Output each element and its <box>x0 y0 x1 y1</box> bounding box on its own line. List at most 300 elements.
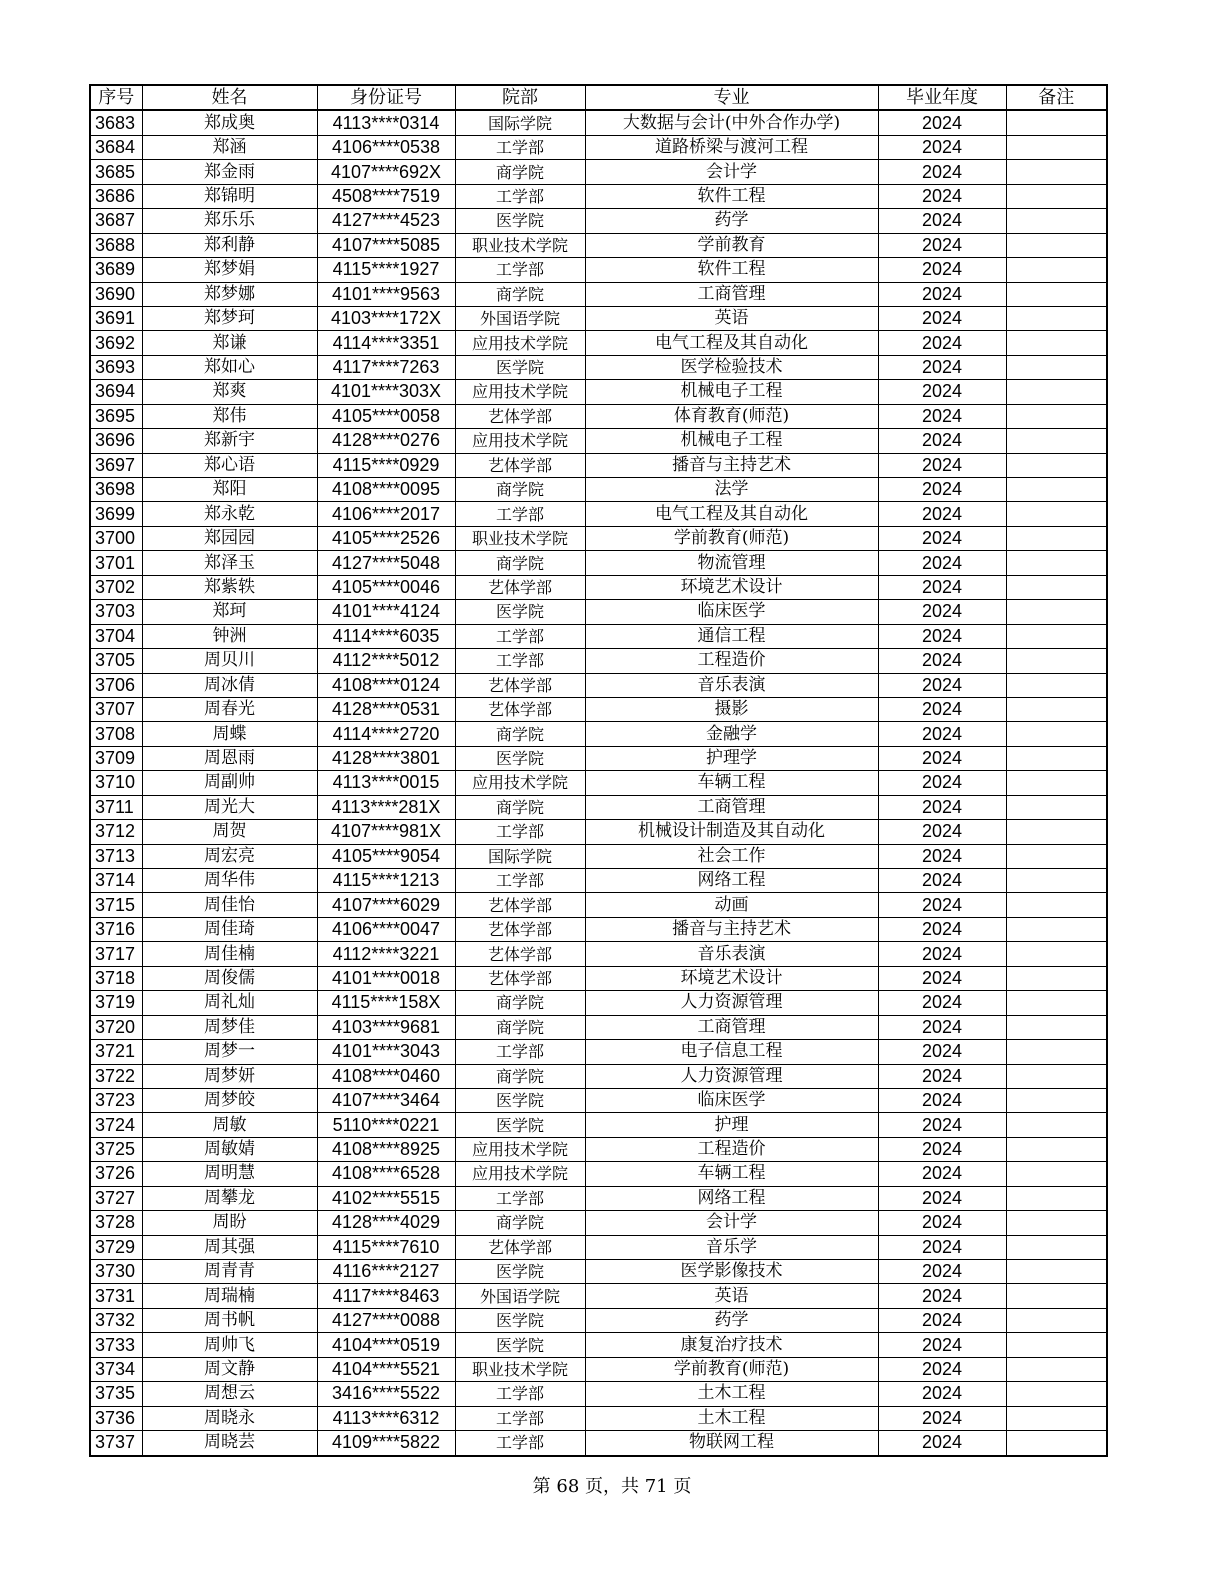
cell-seq: 3716 <box>90 917 142 941</box>
cell-seq: 3690 <box>90 282 142 306</box>
cell-id-number: 4127****0088 <box>317 1308 455 1332</box>
cell-grad-year: 2024 <box>878 429 1006 453</box>
cell-name: 周梦佳 <box>142 1015 317 1039</box>
cell-department: 工学部 <box>455 258 585 282</box>
cell-remarks <box>1006 600 1107 624</box>
cell-department: 应用技术学院 <box>455 1162 585 1186</box>
table-row <box>90 893 1107 917</box>
cell-name: 周敏 <box>142 1113 317 1137</box>
cell-major: 音乐表演 <box>585 942 878 966</box>
cell-remarks <box>1006 1137 1107 1161</box>
cell-department: 工学部 <box>455 820 585 844</box>
cell-remarks <box>1006 844 1107 868</box>
cell-id-number: 3416****5522 <box>317 1382 455 1406</box>
table-row <box>90 135 1107 159</box>
table-body <box>90 110 1107 1455</box>
table-row <box>90 869 1107 893</box>
cell-seq: 3693 <box>90 355 142 379</box>
cell-remarks <box>1006 184 1107 208</box>
cell-major: 环境艺术设计 <box>585 966 878 990</box>
table-row <box>90 1431 1107 1456</box>
cell-name: 郑乐乐 <box>142 209 317 233</box>
cell-grad-year: 2024 <box>878 1113 1006 1137</box>
cell-remarks <box>1006 1284 1107 1308</box>
cell-name: 周帅飞 <box>142 1333 317 1357</box>
cell-id-number: 4106****2017 <box>317 502 455 526</box>
cell-seq: 3737 <box>90 1431 142 1456</box>
cell-seq: 3715 <box>90 893 142 917</box>
table-row <box>90 1113 1107 1137</box>
cell-remarks <box>1006 991 1107 1015</box>
cell-major: 车辆工程 <box>585 1162 878 1186</box>
table-row <box>90 1260 1107 1284</box>
cell-grad-year: 2024 <box>878 526 1006 550</box>
cell-major: 网络工程 <box>585 1186 878 1210</box>
cell-id-number: 4128****4029 <box>317 1211 455 1235</box>
cell-department: 工学部 <box>455 184 585 208</box>
cell-remarks <box>1006 575 1107 599</box>
header-name: 姓名 <box>142 85 317 110</box>
cell-id-number: 4113****6312 <box>317 1406 455 1430</box>
cell-department: 工学部 <box>455 1186 585 1210</box>
cell-id-number: 4113****0015 <box>317 771 455 795</box>
cell-remarks <box>1006 697 1107 721</box>
cell-grad-year: 2024 <box>878 502 1006 526</box>
cell-major: 播音与主持艺术 <box>585 917 878 941</box>
cell-department: 艺体学部 <box>455 942 585 966</box>
cell-major: 动画 <box>585 893 878 917</box>
cell-name: 周礼灿 <box>142 991 317 1015</box>
cell-name: 周华伟 <box>142 869 317 893</box>
cell-remarks <box>1006 502 1107 526</box>
cell-department: 艺体学部 <box>455 673 585 697</box>
cell-seq: 3701 <box>90 551 142 575</box>
cell-department: 商学院 <box>455 551 585 575</box>
table-row <box>90 1211 1107 1235</box>
cell-major: 电气工程及其自动化 <box>585 331 878 355</box>
cell-id-number: 4107****5085 <box>317 233 455 257</box>
cell-seq: 3691 <box>90 306 142 330</box>
table-row <box>90 404 1107 428</box>
cell-grad-year: 2024 <box>878 1333 1006 1357</box>
cell-grad-year: 2024 <box>878 1235 1006 1259</box>
cell-seq: 3695 <box>90 404 142 428</box>
cell-major: 通信工程 <box>585 624 878 648</box>
cell-name: 周攀龙 <box>142 1186 317 1210</box>
cell-department: 应用技术学院 <box>455 1137 585 1161</box>
cell-name: 周其强 <box>142 1235 317 1259</box>
cell-department: 外国语学院 <box>455 1284 585 1308</box>
cell-major: 临床医学 <box>585 1088 878 1112</box>
cell-major: 护理学 <box>585 746 878 770</box>
cell-department: 医学院 <box>455 746 585 770</box>
cell-remarks <box>1006 893 1107 917</box>
cell-grad-year: 2024 <box>878 893 1006 917</box>
cell-grad-year: 2024 <box>878 551 1006 575</box>
cell-department: 商学院 <box>455 282 585 306</box>
cell-department: 工学部 <box>455 1431 585 1456</box>
cell-major: 车辆工程 <box>585 771 878 795</box>
cell-id-number: 4101****4124 <box>317 600 455 624</box>
cell-major: 学前教育 <box>585 233 878 257</box>
cell-remarks <box>1006 1186 1107 1210</box>
cell-seq: 3713 <box>90 844 142 868</box>
cell-department: 商学院 <box>455 722 585 746</box>
cell-major: 电气工程及其自动化 <box>585 502 878 526</box>
cell-department: 商学院 <box>455 795 585 819</box>
cell-major: 摄影 <box>585 697 878 721</box>
cell-seq: 3711 <box>90 795 142 819</box>
header-id-number: 身份证号 <box>317 85 455 110</box>
cell-major: 土木工程 <box>585 1382 878 1406</box>
cell-remarks <box>1006 355 1107 379</box>
cell-name: 郑涵 <box>142 135 317 159</box>
cell-grad-year: 2024 <box>878 1064 1006 1088</box>
table-row <box>90 1040 1107 1064</box>
cell-name: 周恩雨 <box>142 746 317 770</box>
cell-remarks <box>1006 673 1107 697</box>
cell-id-number: 4114****6035 <box>317 624 455 648</box>
cell-id-number: 4115****158X <box>317 991 455 1015</box>
cell-id-number: 4115****7610 <box>317 1235 455 1259</box>
cell-grad-year: 2024 <box>878 746 1006 770</box>
cell-department: 应用技术学院 <box>455 331 585 355</box>
cell-remarks <box>1006 110 1107 135</box>
table-header-row <box>90 85 1107 110</box>
cell-seq: 3736 <box>90 1406 142 1430</box>
cell-id-number: 4113****0314 <box>317 110 455 135</box>
cell-remarks <box>1006 722 1107 746</box>
cell-seq: 3730 <box>90 1260 142 1284</box>
cell-id-number: 4107****3464 <box>317 1088 455 1112</box>
cell-id-number: 4106****0047 <box>317 917 455 941</box>
cell-remarks <box>1006 429 1107 453</box>
cell-name: 郑阳 <box>142 478 317 502</box>
cell-department: 工学部 <box>455 502 585 526</box>
cell-id-number: 4114****2720 <box>317 722 455 746</box>
cell-seq: 3708 <box>90 722 142 746</box>
cell-grad-year: 2024 <box>878 1040 1006 1064</box>
cell-id-number: 4105****2526 <box>317 526 455 550</box>
cell-grad-year: 2024 <box>878 1406 1006 1430</box>
cell-id-number: 4113****281X <box>317 795 455 819</box>
cell-name: 郑谦 <box>142 331 317 355</box>
cell-name: 周贺 <box>142 820 317 844</box>
cell-grad-year: 2024 <box>878 844 1006 868</box>
cell-grad-year: 2024 <box>878 575 1006 599</box>
table-row <box>90 1382 1107 1406</box>
cell-id-number: 4102****5515 <box>317 1186 455 1210</box>
cell-grad-year: 2024 <box>878 258 1006 282</box>
cell-major: 环境艺术设计 <box>585 575 878 599</box>
table-row <box>90 429 1107 453</box>
cell-major: 播音与主持艺术 <box>585 453 878 477</box>
cell-name: 周晓芸 <box>142 1431 317 1456</box>
cell-department: 医学院 <box>455 1113 585 1137</box>
cell-id-number: 4108****0095 <box>317 478 455 502</box>
cell-major: 护理 <box>585 1113 878 1137</box>
cell-department: 工学部 <box>455 1382 585 1406</box>
table-row <box>90 1333 1107 1357</box>
cell-id-number: 4112****3221 <box>317 942 455 966</box>
cell-grad-year: 2024 <box>878 1137 1006 1161</box>
cell-name: 郑爽 <box>142 380 317 404</box>
cell-department: 艺体学部 <box>455 697 585 721</box>
cell-department: 应用技术学院 <box>455 429 585 453</box>
cell-remarks <box>1006 331 1107 355</box>
table-row <box>90 942 1107 966</box>
cell-grad-year: 2024 <box>878 1284 1006 1308</box>
cell-department: 艺体学部 <box>455 966 585 990</box>
cell-department: 工学部 <box>455 1406 585 1430</box>
cell-grad-year: 2024 <box>878 453 1006 477</box>
table-row <box>90 991 1107 1015</box>
cell-remarks <box>1006 1113 1107 1137</box>
cell-seq: 3687 <box>90 209 142 233</box>
cell-remarks <box>1006 1260 1107 1284</box>
cell-major: 体育教育(师范) <box>585 404 878 428</box>
cell-remarks <box>1006 478 1107 502</box>
cell-id-number: 4101****0018 <box>317 966 455 990</box>
cell-department: 应用技术学院 <box>455 771 585 795</box>
cell-id-number: 4107****6029 <box>317 893 455 917</box>
cell-remarks <box>1006 1382 1107 1406</box>
cell-seq: 3704 <box>90 624 142 648</box>
cell-major: 康复治疗技术 <box>585 1333 878 1357</box>
cell-name: 周俊儒 <box>142 966 317 990</box>
cell-grad-year: 2024 <box>878 209 1006 233</box>
cell-id-number: 4508****7519 <box>317 184 455 208</box>
cell-id-number: 4105****0046 <box>317 575 455 599</box>
cell-seq: 3735 <box>90 1382 142 1406</box>
cell-grad-year: 2024 <box>878 624 1006 648</box>
table-row <box>90 722 1107 746</box>
table-row <box>90 331 1107 355</box>
cell-major: 会计学 <box>585 160 878 184</box>
cell-id-number: 5110****0221 <box>317 1113 455 1137</box>
cell-id-number: 4115****0929 <box>317 453 455 477</box>
cell-grad-year: 2024 <box>878 1357 1006 1381</box>
graduate-roster-table <box>89 84 1108 1457</box>
cell-department: 工学部 <box>455 135 585 159</box>
table-row <box>90 1406 1107 1430</box>
table-row <box>90 697 1107 721</box>
cell-remarks <box>1006 1064 1107 1088</box>
cell-department: 商学院 <box>455 160 585 184</box>
cell-name: 周想云 <box>142 1382 317 1406</box>
cell-major: 音乐表演 <box>585 673 878 697</box>
cell-seq: 3724 <box>90 1113 142 1137</box>
cell-name: 周副帅 <box>142 771 317 795</box>
cell-department: 医学院 <box>455 209 585 233</box>
cell-seq: 3703 <box>90 600 142 624</box>
cell-major: 物联网工程 <box>585 1431 878 1456</box>
cell-seq: 3720 <box>90 1015 142 1039</box>
cell-seq: 3721 <box>90 1040 142 1064</box>
cell-department: 医学院 <box>455 1260 585 1284</box>
cell-id-number: 4103****9681 <box>317 1015 455 1039</box>
table-row <box>90 526 1107 550</box>
table-row <box>90 258 1107 282</box>
cell-major: 工商管理 <box>585 1015 878 1039</box>
cell-name: 周春光 <box>142 697 317 721</box>
cell-major: 人力资源管理 <box>585 1064 878 1088</box>
cell-name: 钟洲 <box>142 624 317 648</box>
cell-major: 道路桥梁与渡河工程 <box>585 135 878 159</box>
cell-department: 商学院 <box>455 1211 585 1235</box>
cell-name: 郑珂 <box>142 600 317 624</box>
cell-id-number: 4106****0538 <box>317 135 455 159</box>
cell-grad-year: 2024 <box>878 1162 1006 1186</box>
table-row <box>90 1308 1107 1332</box>
cell-id-number: 4101****3043 <box>317 1040 455 1064</box>
cell-major: 工商管理 <box>585 282 878 306</box>
cell-name: 周敏婧 <box>142 1137 317 1161</box>
cell-grad-year: 2024 <box>878 771 1006 795</box>
cell-remarks <box>1006 1162 1107 1186</box>
cell-major: 人力资源管理 <box>585 991 878 1015</box>
cell-seq: 3702 <box>90 575 142 599</box>
cell-grad-year: 2024 <box>878 697 1006 721</box>
table-row <box>90 1088 1107 1112</box>
header-department: 院部 <box>455 85 585 110</box>
cell-remarks <box>1006 1015 1107 1039</box>
cell-remarks <box>1006 966 1107 990</box>
cell-major: 临床医学 <box>585 600 878 624</box>
cell-name: 郑成奥 <box>142 110 317 135</box>
cell-remarks <box>1006 1333 1107 1357</box>
cell-name: 周明慧 <box>142 1162 317 1186</box>
cell-grad-year: 2024 <box>878 966 1006 990</box>
cell-remarks <box>1006 942 1107 966</box>
cell-department: 艺体学部 <box>455 893 585 917</box>
cell-department: 商学院 <box>455 1015 585 1039</box>
cell-remarks <box>1006 771 1107 795</box>
cell-remarks <box>1006 649 1107 673</box>
cell-id-number: 4127****5048 <box>317 551 455 575</box>
cell-id-number: 4109****5822 <box>317 1431 455 1456</box>
cell-remarks <box>1006 404 1107 428</box>
cell-name: 周瑞楠 <box>142 1284 317 1308</box>
cell-remarks <box>1006 795 1107 819</box>
cell-seq: 3694 <box>90 380 142 404</box>
cell-major: 英语 <box>585 1284 878 1308</box>
cell-grad-year: 2024 <box>878 942 1006 966</box>
cell-department: 职业技术学院 <box>455 526 585 550</box>
cell-seq: 3726 <box>90 1162 142 1186</box>
table-row <box>90 233 1107 257</box>
table-row <box>90 209 1107 233</box>
table-row <box>90 282 1107 306</box>
table-row <box>90 184 1107 208</box>
table-row <box>90 844 1107 868</box>
cell-name: 郑园园 <box>142 526 317 550</box>
cell-department: 艺体学部 <box>455 917 585 941</box>
cell-grad-year: 2024 <box>878 600 1006 624</box>
cell-name: 周梦妍 <box>142 1064 317 1088</box>
cell-grad-year: 2024 <box>878 355 1006 379</box>
table-row <box>90 1235 1107 1259</box>
cell-department: 工学部 <box>455 649 585 673</box>
table-row <box>90 746 1107 770</box>
cell-remarks <box>1006 453 1107 477</box>
header-major: 专业 <box>585 85 878 110</box>
table-row <box>90 478 1107 502</box>
cell-id-number: 4108****6528 <box>317 1162 455 1186</box>
cell-seq: 3733 <box>90 1333 142 1357</box>
cell-grad-year: 2024 <box>878 135 1006 159</box>
cell-name: 周光大 <box>142 795 317 819</box>
cell-name: 郑梦娟 <box>142 258 317 282</box>
cell-seq: 3698 <box>90 478 142 502</box>
cell-id-number: 4108****8925 <box>317 1137 455 1161</box>
cell-remarks <box>1006 624 1107 648</box>
cell-remarks <box>1006 1040 1107 1064</box>
cell-seq: 3723 <box>90 1088 142 1112</box>
cell-id-number: 4101****9563 <box>317 282 455 306</box>
cell-major: 物流管理 <box>585 551 878 575</box>
cell-remarks <box>1006 526 1107 550</box>
cell-department: 商学院 <box>455 1064 585 1088</box>
cell-name: 郑永乾 <box>142 502 317 526</box>
cell-name: 周文静 <box>142 1357 317 1381</box>
cell-major: 土木工程 <box>585 1406 878 1430</box>
page-number: 第 68 页，共 71 页 <box>532 1476 692 1497</box>
cell-major: 大数据与会计(中外合作办学) <box>585 110 878 135</box>
cell-department: 医学院 <box>455 600 585 624</box>
cell-department: 职业技术学院 <box>455 233 585 257</box>
cell-grad-year: 2024 <box>878 331 1006 355</box>
cell-seq: 3729 <box>90 1235 142 1259</box>
cell-major: 英语 <box>585 306 878 330</box>
header-remarks: 备注 <box>1006 85 1107 110</box>
cell-seq: 3692 <box>90 331 142 355</box>
cell-grad-year: 2024 <box>878 110 1006 135</box>
cell-seq: 3697 <box>90 453 142 477</box>
cell-id-number: 4128****0276 <box>317 429 455 453</box>
cell-department: 国际学院 <box>455 844 585 868</box>
cell-department: 国际学院 <box>455 110 585 135</box>
cell-name: 周梦皎 <box>142 1088 317 1112</box>
cell-id-number: 4128****0531 <box>317 697 455 721</box>
cell-major: 药学 <box>585 209 878 233</box>
cell-remarks <box>1006 1211 1107 1235</box>
cell-id-number: 4105****0058 <box>317 404 455 428</box>
table-row <box>90 551 1107 575</box>
cell-remarks <box>1006 160 1107 184</box>
cell-seq: 3719 <box>90 991 142 1015</box>
cell-department: 医学院 <box>455 1333 585 1357</box>
cell-id-number: 4103****172X <box>317 306 455 330</box>
cell-grad-year: 2024 <box>878 1431 1006 1456</box>
cell-seq: 3712 <box>90 820 142 844</box>
cell-grad-year: 2024 <box>878 478 1006 502</box>
cell-remarks <box>1006 917 1107 941</box>
cell-seq: 3717 <box>90 942 142 966</box>
cell-name: 周宏亮 <box>142 844 317 868</box>
cell-seq: 3731 <box>90 1284 142 1308</box>
cell-seq: 3728 <box>90 1211 142 1235</box>
cell-seq: 3710 <box>90 771 142 795</box>
cell-major: 软件工程 <box>585 258 878 282</box>
table-row <box>90 355 1107 379</box>
cell-seq: 3707 <box>90 697 142 721</box>
cell-id-number: 4107****981X <box>317 820 455 844</box>
cell-seq: 3686 <box>90 184 142 208</box>
cell-grad-year: 2024 <box>878 160 1006 184</box>
cell-major: 机械电子工程 <box>585 429 878 453</box>
cell-department: 艺体学部 <box>455 453 585 477</box>
